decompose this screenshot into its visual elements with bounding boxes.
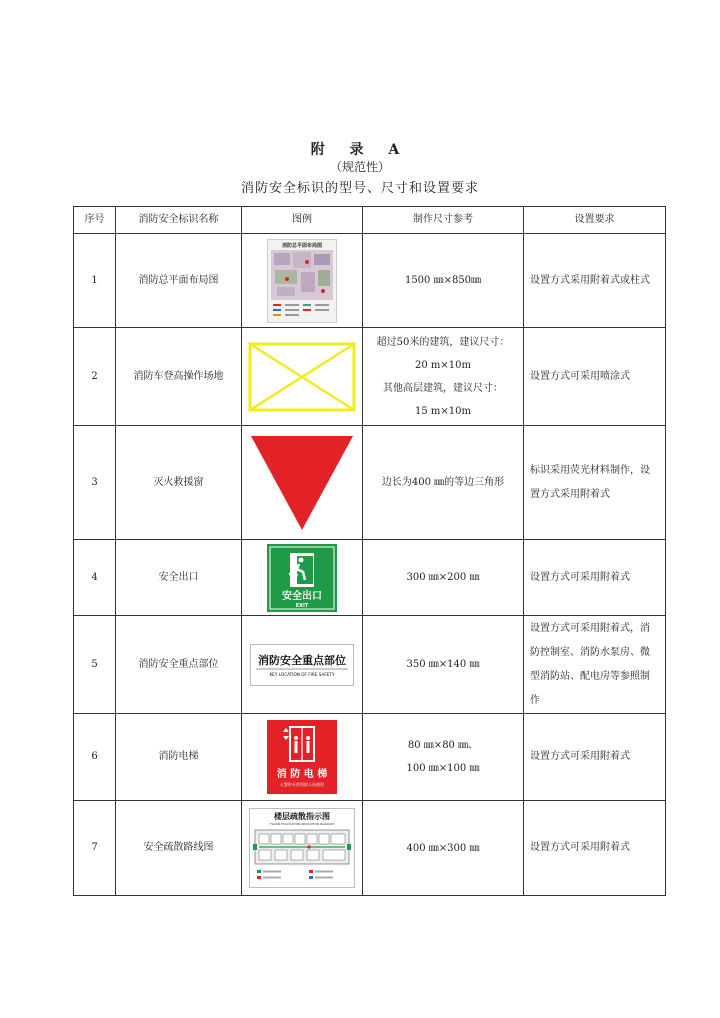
illustration-cell [242,234,363,328]
fire-elevator-sign-icon [267,720,337,794]
row-number: 7 [74,801,116,896]
exit-sign-icon [267,544,337,612]
sign-name: 消防电梯 [116,714,242,801]
column-header: 制作尺寸参考 [363,207,524,234]
table-row [74,426,666,540]
illustration-cell [242,426,363,540]
illustration-cell [242,328,363,426]
requirement: 设置方式可采用附着式 [524,801,666,896]
table-row [74,616,666,714]
key-location-sign-icon [250,644,354,686]
size-line: 100 ㎜×100 ㎜ [406,763,480,774]
elevator-label-cn: 消 防 电 梯 [276,769,328,780]
elevator-label-sub: 火警时专供消防人员使用 [280,782,324,787]
size-line: 15 m×10m [415,405,471,417]
illustration-cell [242,714,363,801]
size-cell [363,801,524,896]
row-number: 4 [74,540,116,616]
site-plan-title: 消防总平面布局图 [281,242,323,249]
sign-name: 消防总平面布局图 [116,234,242,328]
column-header: 设置要求 [524,207,666,234]
evac-title-cn: 楼层疏散指示图 [274,812,330,821]
row-number: 5 [74,616,116,714]
illustration-cell [242,616,363,714]
size-line: 边长为400 ㎜的等边三角形 [381,477,505,488]
size-line: 350 ㎜×140 ㎜ [406,659,480,670]
size-cell [363,616,524,714]
illustration-cell [242,540,363,616]
key-location-en: KEY LOCATION OF FIRE SAFETY [269,671,335,677]
table-row [74,328,666,426]
sign-name: 消防安全重点部位 [116,616,242,714]
column-header: 序号 [74,207,116,234]
size-line: 300 ㎜×200 ㎜ [406,572,480,583]
size-cell [363,540,524,616]
size-line: 1500 ㎜×850㎜ [404,275,482,286]
size-line: 其他高层建筑，建议尺寸： [383,382,503,394]
normative-label: （规范性） [329,160,390,174]
row-number: 6 [74,714,116,801]
size-cell [363,328,524,426]
size-cell [363,234,524,328]
evac-title-en: FLOOR EVACUATION INDICATION DIAGRAM [270,822,334,826]
row-number: 1 [74,234,116,328]
spec-table [73,206,666,896]
document-title: 消防安全标识的型号、尺寸和设置要求 [240,181,479,196]
sign-name: 消防车登高操作场地 [116,328,242,426]
evacuation-map-icon [249,808,355,888]
size-line: 20 m×10m [415,359,471,371]
table-row [74,234,666,328]
table-row [74,801,666,896]
sign-name: 安全出口 [116,540,242,616]
exit-label-en: EXIT [295,602,309,609]
table-header-row [74,207,666,234]
requirement: 设置方式可采用喷涂式 [524,328,666,426]
key-location-cn: 消防安全重点部位 [258,653,346,667]
sign-name: 灭火救援窗 [116,426,242,540]
requirement: 设置方式采用附着式或柱式 [524,234,666,328]
table-row [74,714,666,801]
yellow-cross-box-icon [248,342,356,412]
requirement: 设置方式可采用附着式 [524,714,666,801]
column-header: 消防安全标识名称 [116,207,242,234]
row-number: 2 [74,328,116,426]
sign-name: 安全疏散路线图 [116,801,242,896]
row-number: 3 [74,426,116,540]
requirement: 设置方式可采用附着式，消防控制室、消防水泵房、微型消防站、配电房等参照制作 [524,616,666,714]
appendix-label: 附 录 A [310,142,410,158]
table-row [74,540,666,616]
illustration-cell [242,801,363,896]
requirement: 设置方式可采用附着式 [524,540,666,616]
site-plan-icon [267,239,337,323]
size-line: 400 ㎜×300 ㎜ [406,842,480,854]
requirement: 标识采用荧光材料制作，设置方式采用附着式 [524,426,666,540]
size-line: 80 ㎜×80 ㎜、 [407,740,479,751]
size-cell [363,426,524,540]
red-triangle-icon [251,436,353,530]
size-cell [363,714,524,801]
exit-label-cn: 安全出口 [282,590,322,602]
column-header: 图例 [242,207,363,234]
size-line: 超过50米的建筑，建议尺寸： [376,336,510,348]
